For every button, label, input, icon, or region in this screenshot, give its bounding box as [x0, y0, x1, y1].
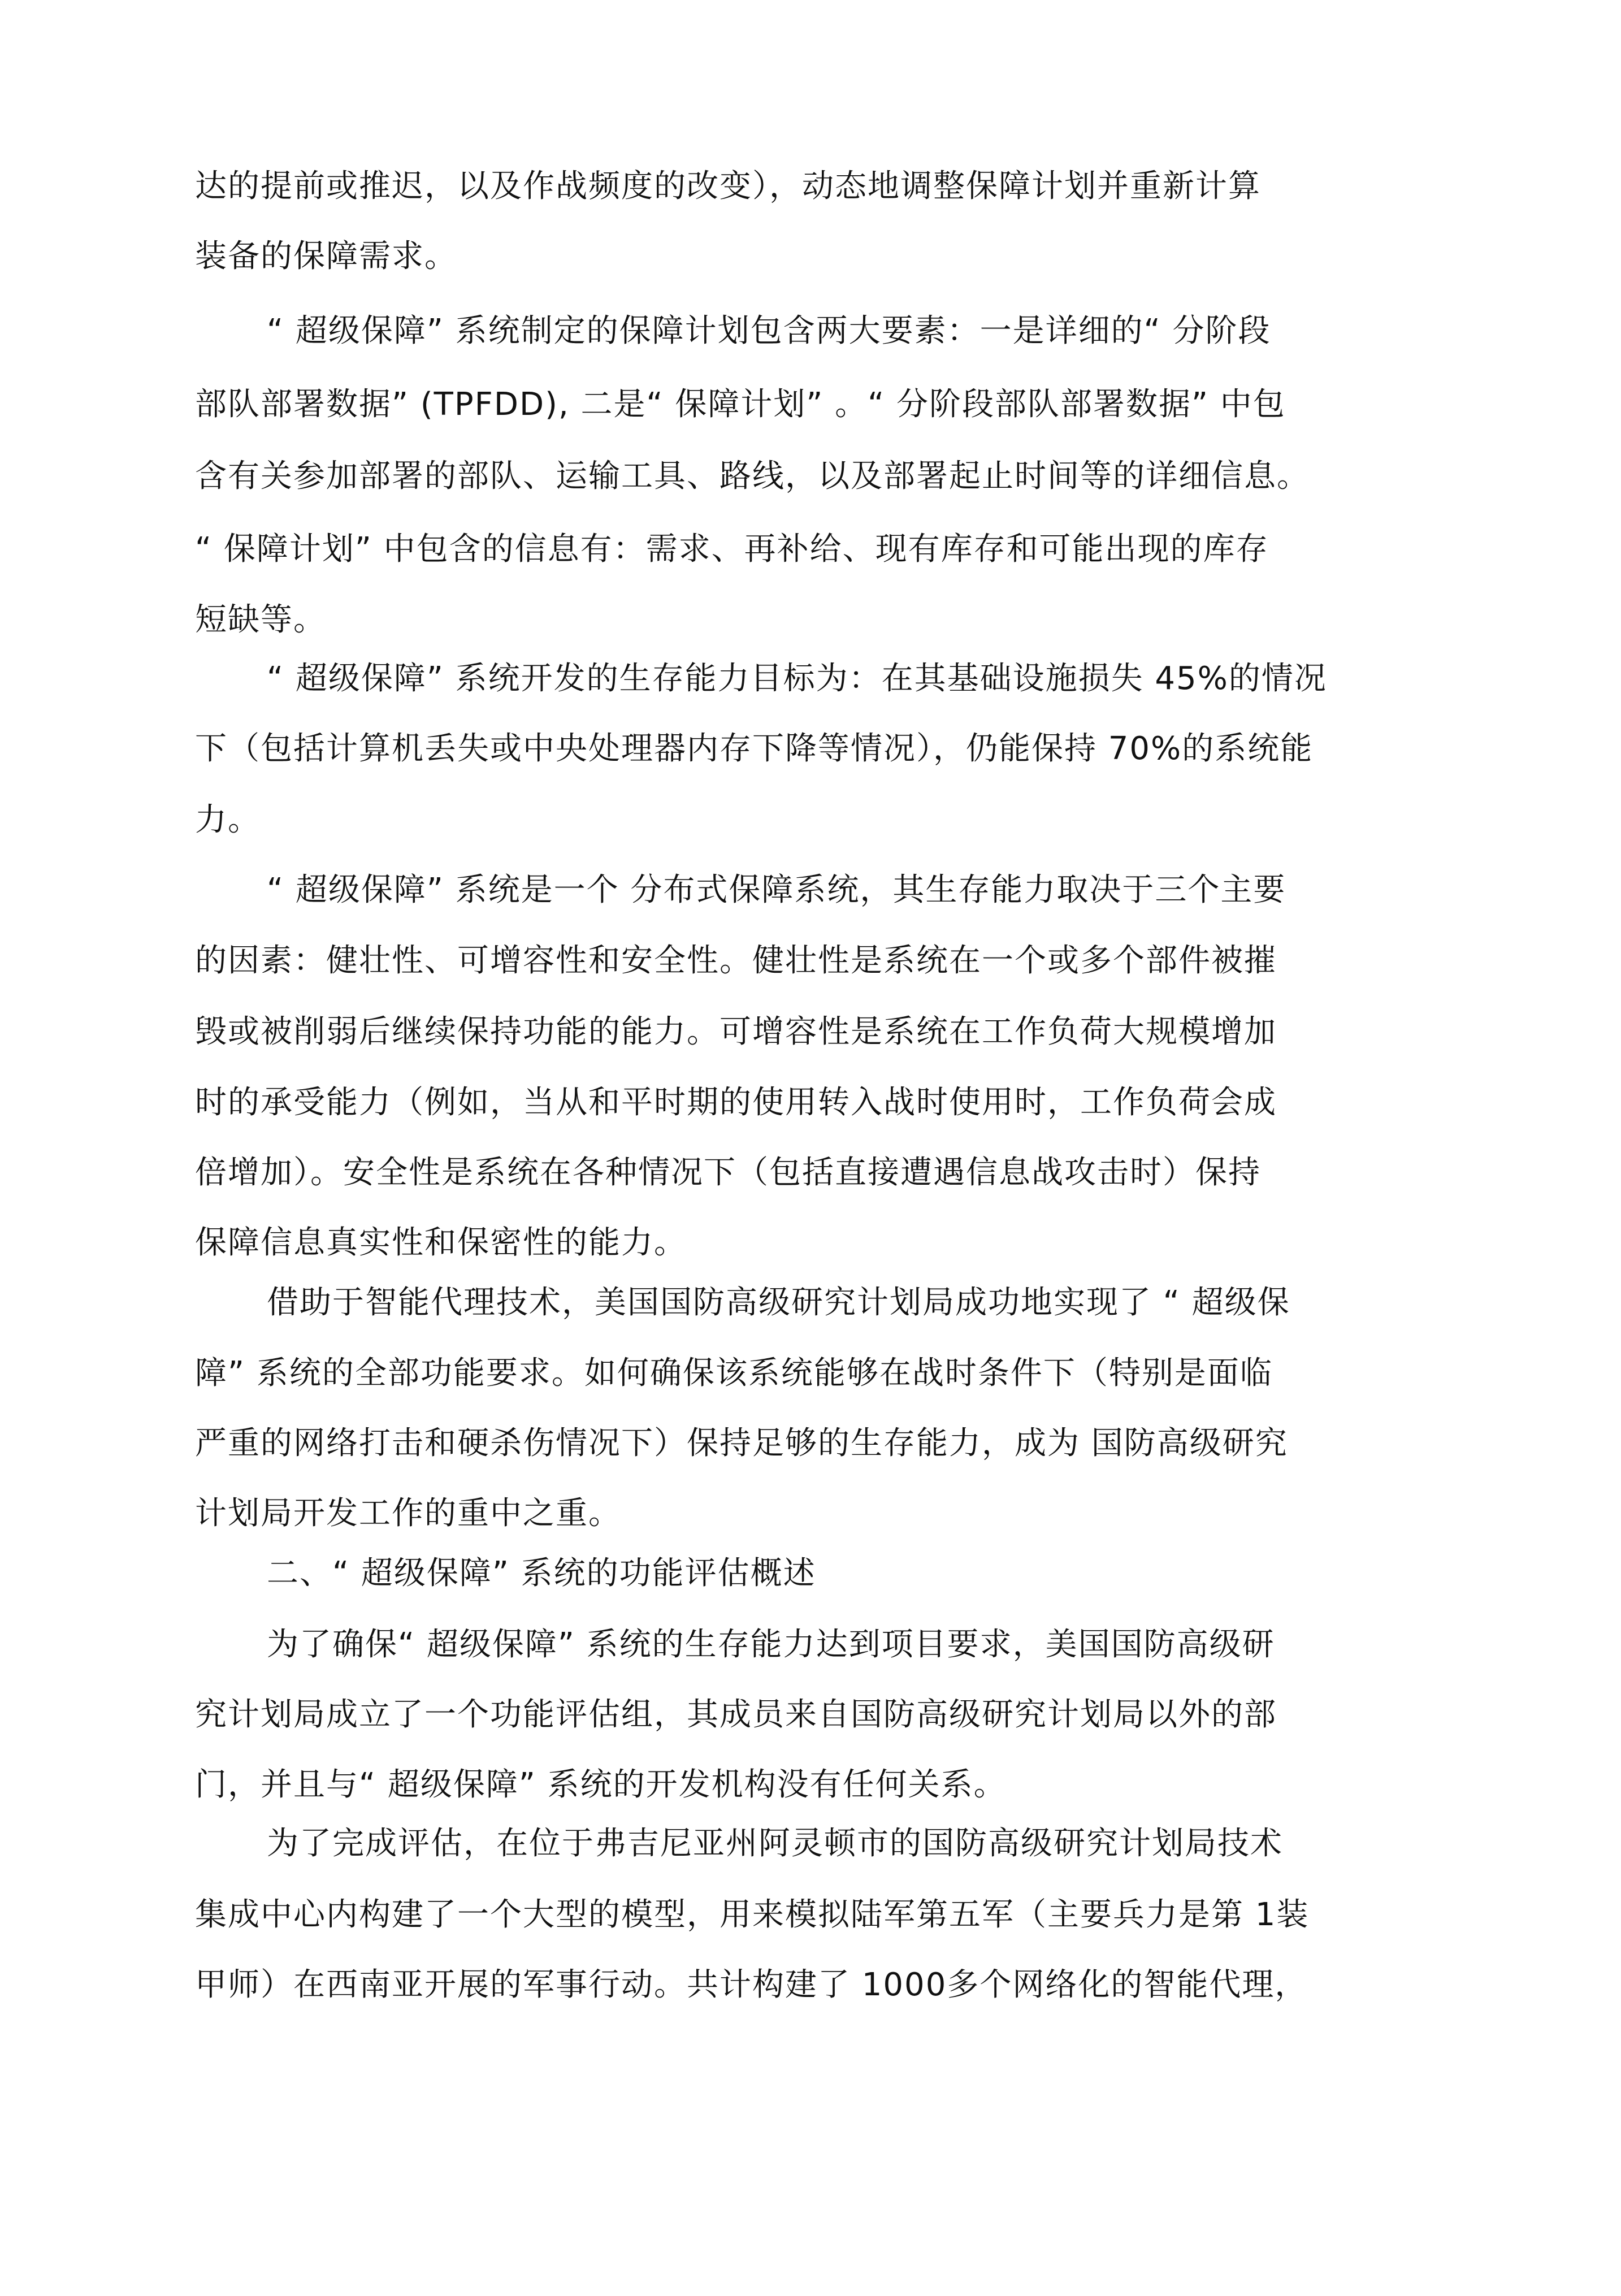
text-line: 借助于智能代理技术，美国国防高级研究计划局成功地实现了 “ 超级保	[267, 1284, 1290, 1321]
text-line: 力。	[195, 802, 261, 838]
text-line: 毁或被削弱后继续保持功能的能力。可增容性是系统在工作负荷大规模增加	[195, 1013, 1277, 1050]
text-line: 严重的网络打击和硬杀伤情况下）保持足够的生存能力，成为 国防高级研究	[195, 1425, 1288, 1462]
text-line: 计划局开发工作的重中之重。	[195, 1495, 621, 1532]
text-line: 为了完成评估，在位于弗吉尼亚州阿灵顿市的国防高级研究计划局技术	[267, 1825, 1283, 1862]
text-line: 究计划局成立了一个功能评估组，其成员来自国防高级研究计划局以外的部	[195, 1696, 1277, 1733]
text-line: “ 超级保障” 系统制定的保障计划包含两大要素：一是详细的“ 分阶段	[267, 313, 1271, 349]
text-line: 达的提前或推迟，以及作战频度的改变），动态地调整保障计划并重新计算	[195, 168, 1261, 205]
text-line: 的因素：健壮性、可增容性和安全性。健壮性是系统在一个或多个部件被摧	[195, 942, 1277, 979]
text-line: 障” 系统的全部功能要求。如何确保该系统能够在战时条件下（特别是面临	[195, 1355, 1273, 1392]
text-line: “ 超级保障” 系统是一个 分布式保障系统，其生存能力取决于三个主要	[267, 872, 1286, 908]
text-line: 保障信息真实性和保密性的能力。	[195, 1224, 687, 1261]
text-line: 装备的保障需求。	[195, 238, 457, 275]
text-line: 为了确保“ 超级保障” 系统的生存能力达到项目要求，美国国防高级研	[267, 1626, 1275, 1663]
text-line: 含有关参加部署的部队、运输工具、路线，以及部署起止时间等的详细信息。	[195, 458, 1310, 495]
text-line: 甲师）在西南亚开展的军事行动。共计构建了 1000多个网络化的智能代理，	[195, 1966, 1308, 2003]
text-line: 下（包括计算机丢失或中央处理器内存下降等情况），仍能保持 70%的系统能	[195, 730, 1314, 767]
text-line: 部队部署数据” (TPFDD), 二是“ 保障计划” 。“ 分阶段部队部署数据” 中包	[195, 386, 1286, 423]
text-line: 门，并且与“ 超级保障” 系统的开发机构没有任何关系。	[195, 1766, 1007, 1803]
text-line: 集成中心内构建了一个大型的模型，用来模拟陆军第五军（主要兵力是第 1装	[195, 1896, 1310, 1933]
text-line: “ 超级保障” 系统开发的生存能力目标为：在其基础设施损失 45%的情况	[267, 660, 1327, 697]
text-line: “ 保障计划” 中包含的信息有：需求、再补给、现有库存和可能出现的库存	[195, 531, 1269, 567]
section-heading: 二、“ 超级保障” 系统的功能评估概述	[267, 1555, 816, 1592]
text-line: 短缺等。	[195, 601, 326, 638]
text-line: 倍增加）。安全性是系统在各种情况下（包括直接遭遇信息战攻击时）保持	[195, 1154, 1261, 1191]
text-line: 时的承受能力（例如，当从和平时期的使用转入战时使用时，工作负荷会成	[195, 1084, 1277, 1121]
